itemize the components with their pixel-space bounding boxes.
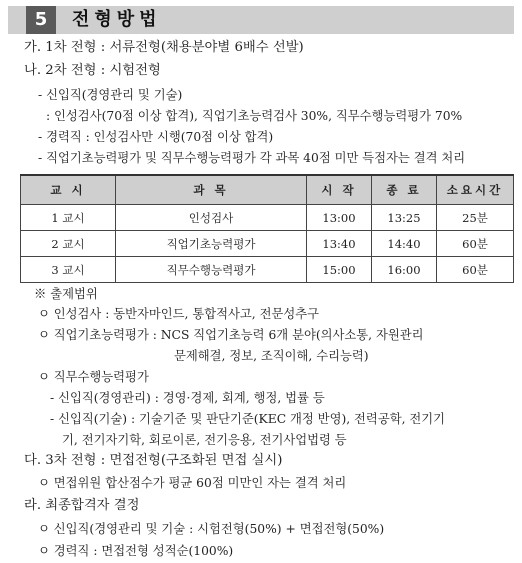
table-row — [21, 205, 514, 231]
cell-subject: 직무수행능력평가 — [116, 257, 307, 283]
cell-subject: 직업기초능력평가 — [116, 231, 307, 257]
col-duration: 소요시간 — [437, 175, 514, 205]
scope-management: - 신입직(경영관리) : 경영·경제, 회계, 행정, 법률 등 — [50, 391, 325, 405]
na-item-newhire-detail: : 인성검사(70점 이상 합격), 직업기초능력검사 30%, 직무수행능력평가 70% — [46, 109, 463, 123]
section-title: 전형방법 — [72, 9, 162, 30]
ra-item-career: ㅇ 경력직 : 면접전형 성적순(100%) — [38, 544, 234, 558]
step-na: 나. 2차 전형 : 시험전형 — [24, 63, 161, 78]
table-row — [21, 231, 514, 257]
scope-technical: - 신입직(기술) : 기술기준 및 판단기준(KEC 개정 반영), 전력공학, 전기기 — [50, 412, 446, 426]
cell-start: 13:40 — [307, 231, 372, 257]
scope-basic-ability-cont: 문제해결, 정보, 조직이해, 수리능력) — [174, 349, 369, 363]
na-item-newhire: - 신입직(경영관리 및 기술) — [38, 88, 183, 102]
col-end: 종 료 — [372, 175, 437, 205]
cell-subject: 인성검사 — [116, 205, 307, 231]
na-item-career: - 경력직 : 인성검사만 시행(70점 이상 합격) — [38, 130, 274, 144]
cell-end: 13:25 — [372, 205, 437, 231]
scope-title: ※ 출제범위 — [34, 287, 98, 301]
col-period: 교 시 — [21, 175, 116, 205]
cell-period: 3 교시 — [21, 257, 116, 283]
cell-duration: 25분 — [437, 205, 514, 231]
cell-duration: 60분 — [437, 231, 514, 257]
scope-job-ability: ㅇ 직무수행능력평가 — [38, 370, 149, 384]
cell-duration: 60분 — [437, 257, 514, 283]
step-ga: 가. 1차 전형 : 서류전형(채용분야별 6배수 선발) — [24, 40, 304, 55]
section-number: 5 — [26, 6, 56, 34]
exam-schedule-table — [20, 174, 514, 283]
scope-technical-cont: 기, 전기자기학, 회로이론, 전기응용, 전기사업법령 등 — [62, 433, 347, 447]
scope-personality: ㅇ 인성검사 : 동반자마인드, 통합적사고, 전문성추구 — [38, 307, 319, 321]
table-row — [21, 257, 514, 283]
scope-basic-ability: ㅇ 직업기초능력평가 : NCS 직업기초능력 6개 분야(의사소통, 자원관리 — [38, 328, 424, 342]
step-ra: 라. 최종합격자 결정 — [24, 498, 140, 513]
col-start: 시 작 — [307, 175, 372, 205]
na-item-disqualify: - 직업기초능력평가 및 직무수행능력평가 각 과목 40점 미만 득점자는 결격 처리 — [38, 151, 466, 165]
da-item: ㅇ 면접위원 합산점수가 평균 60점 미만인 자는 결격 처리 — [38, 476, 347, 490]
cell-end: 16:00 — [372, 257, 437, 283]
cell-end: 14:40 — [372, 231, 437, 257]
cell-period: 2 교시 — [21, 231, 116, 257]
step-da: 다. 3차 전형 : 면접전형(구조화된 면접 실시) — [24, 453, 283, 468]
table-header-row — [21, 175, 514, 205]
ra-item-newhire: ㅇ 신입직(경영관리 및 기술 : 시험전형(50%) + 면접전형(50%) — [38, 522, 385, 536]
cell-start: 13:00 — [307, 205, 372, 231]
section-header — [8, 6, 514, 34]
cell-period: 1 교시 — [21, 205, 116, 231]
col-subject: 과 목 — [116, 175, 307, 205]
cell-start: 15:00 — [307, 257, 372, 283]
